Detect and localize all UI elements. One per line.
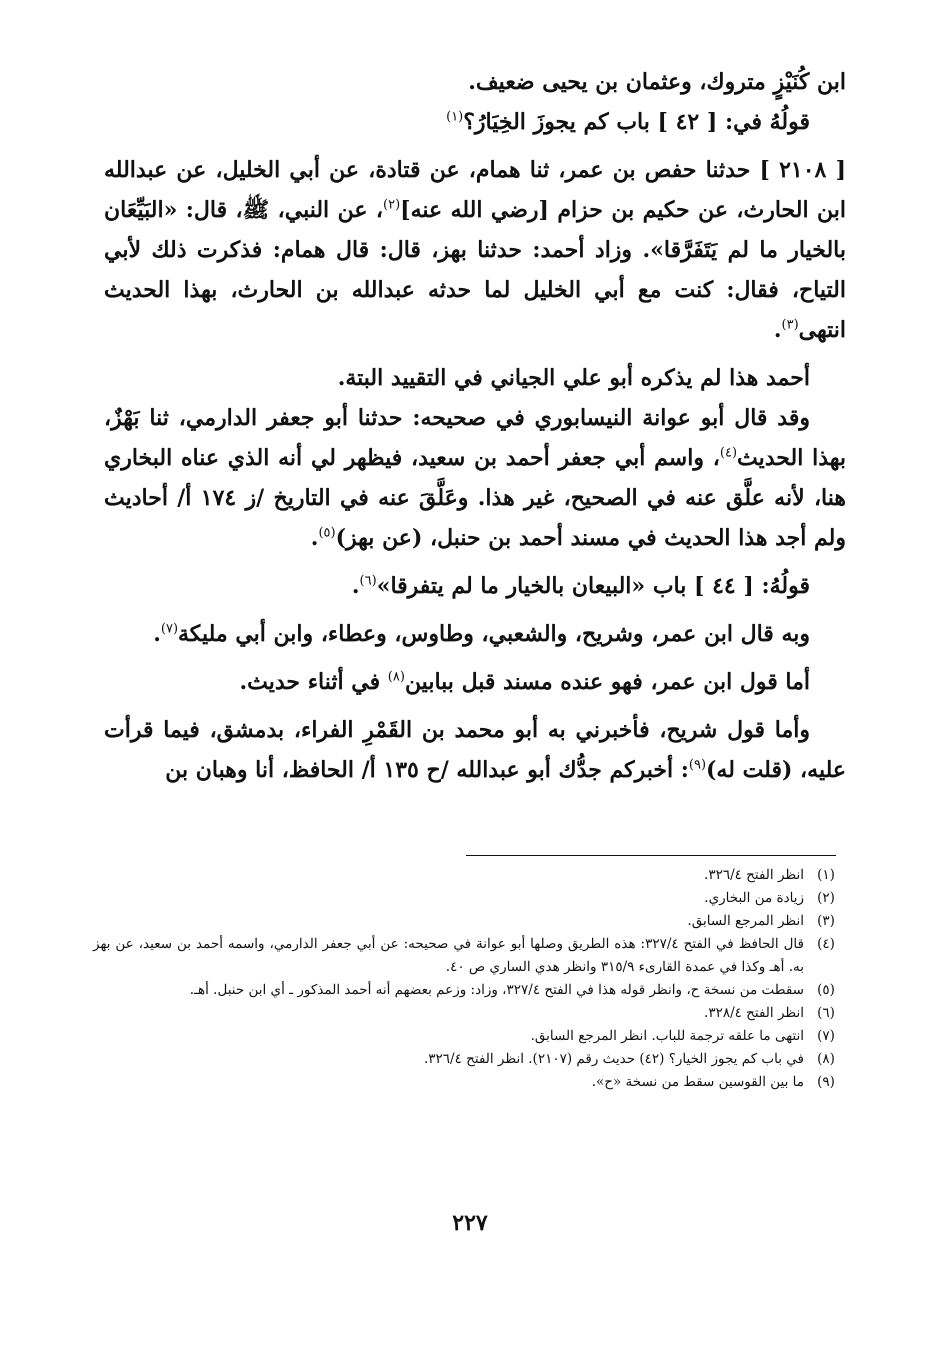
shurayh-part2: : أخبركم جدُّك أبو عبدالله /ح ١٣٥ أ/ الحافظ، أنا وهبان بن [165,757,689,783]
footnote-text: انتهى ما علقه ترجمة للباب. انظر المرجع السابق. [530,1028,804,1044]
main-text [104,62,846,790]
footnote [93,1071,848,1094]
hadith-2108-part1: [ ٢١٠٨ ] حدثنا حفص بن عمر، ثنا همام، عن قتادة، عن أبي الخليل، عن عبدالله ابن الحارث، عن حكيم بن حزام [رضي الله عنه] [104,157,846,223]
amma-part2: في أثناء حديث. [239,669,388,695]
footnote-number: (١) [817,867,835,883]
footnote-text: سقطت من نسخة ح، وانظر قوله هذا في الفتح ٣٢٧/٤، وزاد: وزعم بعضهم أنه أحمد المذكور ـ أي ابن حنبل. أهـ. [189,982,804,998]
awana-part3: . [310,525,319,551]
footnote [93,933,848,979]
footnote-number: (٩) [817,1074,835,1090]
heading-44-lead: قولُهُ: [761,573,810,599]
footnote-marker-4: (٤) [719,445,738,461]
footnote-marker-5: (٥) [318,525,336,541]
footnote-marker-1: (١) [446,109,464,125]
wabihi-part2: . [153,621,161,647]
footnote-text: ما بين القوسين سقط من نسخة «ح». [591,1074,804,1090]
footnote-number: (٥) [817,982,835,998]
footnote-marker-8: (٨) [387,669,405,685]
footnote-marker-6: (٦) [359,573,377,589]
footnote-text: قال الحافظ في الفتح ٣٢٧/٤: هذه الطريق وصلها أبو عوانة في صحيحه: عن أبي جعفر الدارمي، واسمه أحمد بن سعيد، عن بهز به. أهـ وكذا في عمدة القارىء ٣١٥/٩ وانظر هدي الساري ص ٤٠. [93,936,804,975]
footnote-number: (٣) [817,913,835,929]
footnote [93,910,848,933]
amma-part1: أما قول ابن عمر، فهو عنده مسند قبل ببابين [404,669,810,695]
paragraph-shurayh [104,710,846,790]
paragraph-ahmad [104,358,846,398]
footnote-number: (٤) [817,936,835,952]
footnote-number: (٢) [817,890,835,906]
line-0-text: ابن كُنَيْزٍ متروك، وعثمان بن يحيى ضعيف. [468,69,846,95]
page-number: ٢٢٧ [452,1210,488,1236]
hadith-2108-part3: . [773,317,782,343]
heading-chapter-42 [104,102,846,142]
footnote-marker-9: (٩) [688,757,707,773]
heading-42-text: [ ٤٢ ] باب كم يجوزَ الخِيَارُ؟ [463,109,718,135]
footnote [93,1025,848,1048]
footnote [93,979,848,1002]
awana-part2: ، واسم أبي جعفر أحمد بن سعيد، فيظهر لي أنه الذي عناه البخاري هنا، لأنه علَّق عنه في الصحيح، غير هذا. وعَلَّقَ عنه في التاريخ /ز ١٧٤ أ/ أحاديث ولم أجد هذا الحديث في مسند أحمد بن حنبل، (عن بهز) [104,445,846,551]
page-body [104,62,846,790]
awana-part1: وقد قال أبو عوانة النيسابوري في صحيحه: حدثنا أبو جعفر الدارمي، ثنا بَهْزٌ، بهذا الحديث [104,405,847,471]
paragraph-hadith-2108 [104,150,846,350]
footnote-marker-7: (٧) [160,621,179,637]
footnote-number: (٦) [817,1005,835,1021]
paragraph-wabihi [104,614,846,654]
heading-chapter-44 [104,566,846,606]
footnote-text: في باب كم يجوز الخيار؟ (٤٢) حديث رقم (٢١٠٧). انظر الفتح ٣٢٦/٤. [424,1051,804,1067]
footnote-text: زيادة من البخاري. [704,890,804,906]
footnote [93,887,848,910]
paragraph-abu-awana [104,398,846,558]
footnote [93,1002,848,1025]
footnote-marker-2: (٢) [383,197,401,213]
wabihi-part1: وبه قال ابن عمر، وشريح، والشعبي، وطاوس، وعطاء، وابن أبي مليكة [178,621,810,647]
footnotes [93,864,848,1094]
paragraph-amma [104,662,846,702]
footnote-separator [466,855,836,856]
footnote [93,1048,848,1071]
footnote-number: (٧) [817,1028,835,1044]
hadith-2108-part2: ، عن النبي، ﷺ، قال: «البَيِّعَان بالخيار ما لم يَتَفَرَّقا». وزاد أحمد: حدثنا بهز، قال: قال همام: فذكرت ذلك لأبي التياح، فقال: كنت مع أبي الخليل لما حدثه عبدالله بن الحارث، بهذا الحديث انتهى [104,197,846,343]
shurayh-part1: وأما قول شريح، فأخبرني به أبو محمد بن القَمْرِ الفراء، بدمشق، فيما قرأت عليه، (قلت له) [104,717,846,783]
text-line-0 [104,62,846,102]
footnote-text: انظر الفتح ٣٢٨/٤. [704,1005,804,1021]
ahmad-text: أحمد هذا لم يذكره أبو علي الجياني في التقييد البتة. [337,365,810,391]
heading-44-text: [ ٤٤ ] باب «البيعان بالخيار ما لم يتفرقا» [376,573,754,599]
footnote-marker-3: (٣) [781,317,799,333]
footnote-text: انظر الفتح ٣٢٦/٤. [704,867,804,883]
heading-44-tail: . [351,573,360,599]
footnote-text: انظر المرجع السابق. [687,913,804,929]
heading-42-lead: قولُهُ في: [724,109,810,135]
footnote-number: (٨) [817,1051,835,1067]
footnote [93,864,848,887]
